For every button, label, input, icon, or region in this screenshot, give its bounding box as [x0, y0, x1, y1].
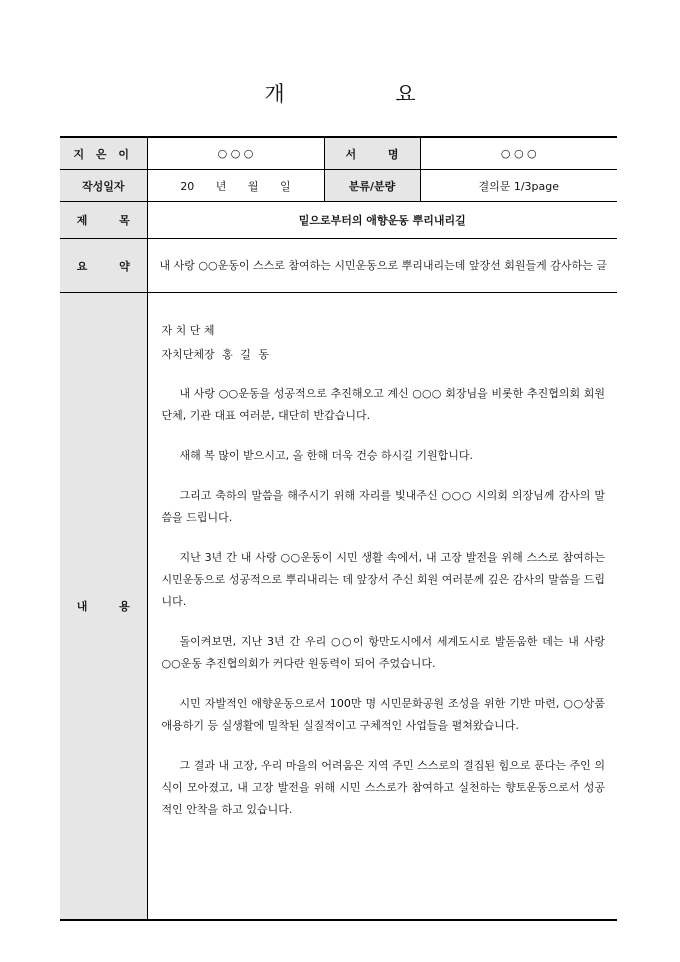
content-paragraph: 그 결과 내 고장, 우리 마을의 어려움은 지역 주민 스스로의 결집된 힘으로 푼다는 주인 의식이 모아졌고, 내 고장 발전을 위해 시민 스스로가 참여하고 실천하는 향토운동으로서 성공적인 안착을 하고 있습니다. [161, 759, 605, 816]
category-label: 분류/분량 [324, 170, 420, 202]
content-label: 내 용 [60, 293, 147, 921]
addressee-line-2: 자치단체장 홍 길 동 [161, 348, 269, 361]
signature-value: ○ ○ ○ [420, 137, 617, 170]
subject-row [60, 202, 617, 239]
content-row [60, 293, 617, 921]
subject-value: 밑으로부터의 애향운동 뿌리내리길 [147, 202, 617, 239]
author-label: 지 은 이 [60, 137, 147, 170]
date-label: 작성일자 [60, 170, 147, 202]
category-value: 결의문 1/3page [420, 170, 617, 202]
addressee-line-1: 자 치 단 체 [161, 324, 215, 337]
author-row [60, 137, 617, 170]
date-row [60, 170, 617, 202]
subject-label: 제 목 [60, 202, 147, 239]
summary-label: 요 약 [60, 239, 147, 293]
content-paragraph: 새해 복 많이 받으시고, 올 한해 더욱 건승 하시길 기원합니다. [179, 449, 473, 462]
signature-label: 서 명 [324, 137, 420, 170]
content-paragraph: 시민 자발적인 애향운동으로서 100만 명 시민문화공원 조성을 위한 기반 마련, ○○상품 애용하기 등 실생활에 밀착된 실질적이고 구체적인 사업들을 펼쳐왔습니다. [161, 697, 605, 732]
content-body [147, 293, 617, 921]
document-title: 개 요 [264, 82, 468, 106]
summary-row [60, 239, 617, 293]
author-value: ○ ○ ○ [147, 137, 324, 170]
content-paragraph: 그리고 축하의 말씀을 해주시기 위해 자리를 빛내주신 ○○○ 시의회 의장님께 감사의 말씀을 드립니다. [161, 489, 605, 524]
date-value: 20 년 월 일 [147, 170, 324, 202]
content-paragraph: 돌이켜보면, 지난 3년 간 우리 ○○이 항만도시에서 세계도시로 발돋움한 데는 내 사랑 ○○운동 추진협의회가 커다란 원동력이 되어 주었습니다. [161, 635, 605, 670]
content-paragraph: 지난 3년 간 내 사랑 ○○운동이 시민 생활 속에서, 내 고장 발전을 위해 스스로 참여하는 시민운동으로 성공적으로 뿌리내리는 데 앞장서 주신 회원 여러분께 깊은 감사의 말씀을 드립니다. [161, 551, 605, 608]
content-paragraph: 내 사랑 ○○운동을 성공적으로 추진해오고 계신 ○○○ 회장님을 비롯한 추진협의회 회원단체, 기관 대표 여러분, 대단히 반갑습니다. [161, 387, 605, 422]
summary-value: 내 사랑 ○○운동이 스스로 참여하는 시민운동으로 뿌리내리는데 앞장선 회원들게 감사하는 글 [147, 239, 617, 293]
overview-form [60, 136, 617, 921]
